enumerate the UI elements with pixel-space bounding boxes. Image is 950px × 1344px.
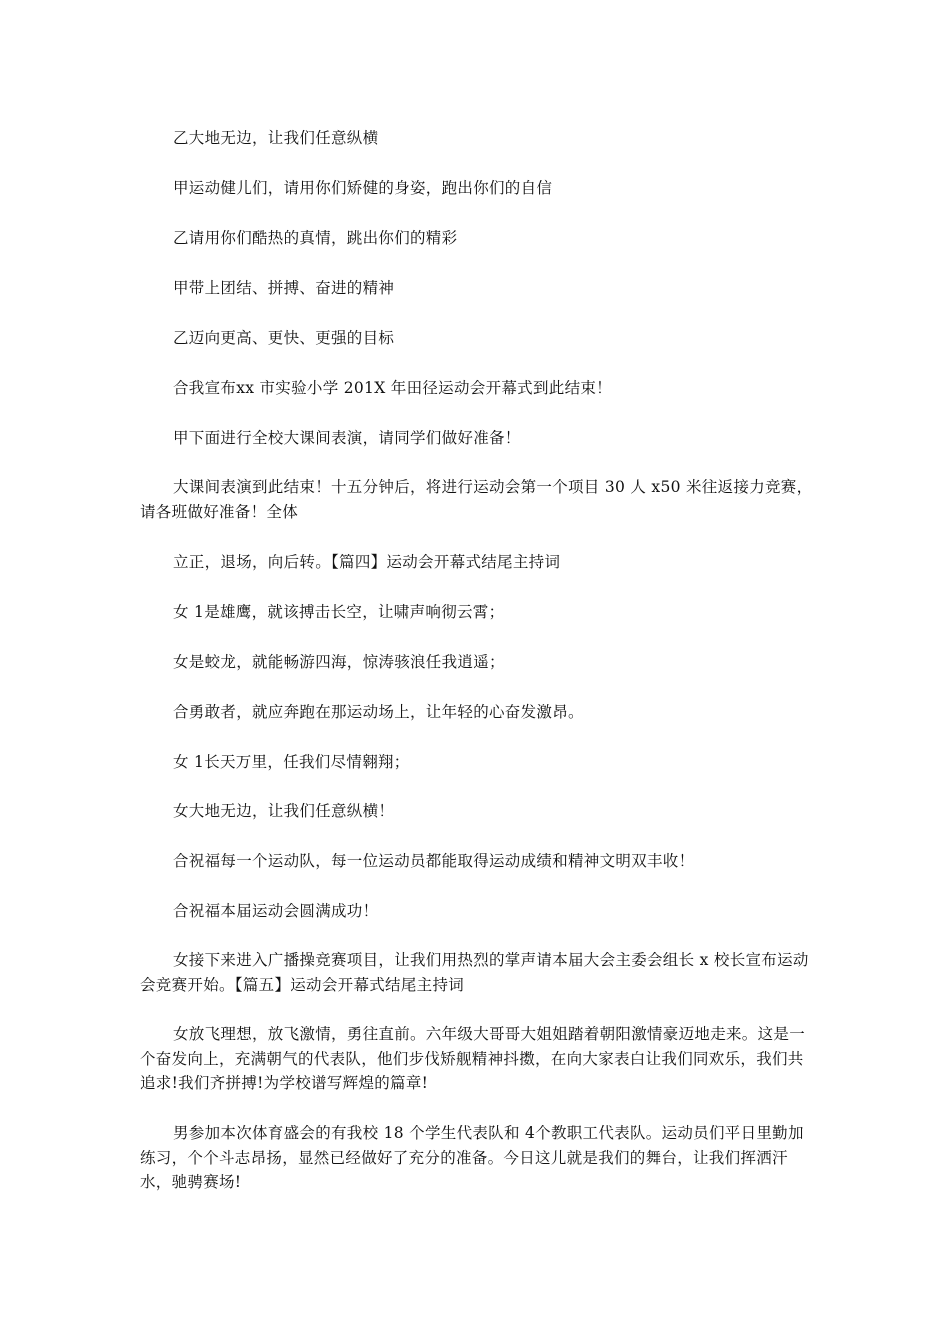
text-line: 女是蛟龙，就能畅游四海，惊涛骇浪任我逍遥；	[173, 653, 505, 671]
text-line: 乙迈向更高、更快、更强的目标	[173, 329, 395, 347]
paragraph-broadcast: 女接下来进入广播操竞赛项目，让我们用热烈的掌声请本届大会主委会组长 x 校长宣布运动会竞赛开始。【篇五】运动会开幕式结尾主持词	[140, 951, 809, 994]
paragraph-dream: 女放飞理想，放飞激情，勇往直前。六年级大哥哥大姐姐踏着朝阳激情豪迈地走来。这是一个奋发向上，充满朝气的代表队，他们步伐矫舰精神抖擞，在向大家表白让我们同欢乐，我们共追求!我们齐拼搏!为学校谱写辉煌的篇章!	[140, 1025, 806, 1092]
text-line: 乙请用你们酷热的真情，跳出你们的精彩	[173, 229, 458, 247]
text-line: 合勇敢者，就应奔跑在那运动场上，让年轻的心奋发激昂。	[173, 703, 584, 721]
paragraph-teams: 男参加本次体育盛会的有我校 18 个学生代表队和 4个教职工代表队。运动员们平日里勤加练习，个个斗志昂扬，显然已经做好了充分的准备。今日这儿就是我们的舞台，让我们挥洒汗水，驰骋赛场!	[140, 1124, 804, 1191]
paragraph-relay: 大课间表演到此结束！十五分钟后，将进行运动会第一个项目 30 人 x50 米往返接力竞赛，请各班做好准备！全体	[140, 478, 813, 521]
text-line: 合祝福每一个运动队，每一位运动员都能取得运动成绩和精神文明双丰收！	[173, 852, 695, 870]
text-line: 女 1长天万里，任我们尽情翱翔；	[173, 753, 410, 771]
text-line: 女大地无边，让我们任意纵横！	[173, 802, 395, 820]
text-line: 乙大地无边，让我们任意纵横	[173, 129, 379, 147]
text-line: 女 1是雄鹰，就该搏击长空，让啸声响彻云霄；	[173, 603, 505, 621]
text-line: 甲运动健儿们，请用你们矫健的身姿，跑出你们的自信	[173, 179, 553, 197]
text-line: 合我宣布xx 市实验小学 201X 年田径运动会开幕式到此结束！	[173, 379, 612, 397]
text-line: 甲下面进行全校大课间表演，请同学们做好准备！	[173, 429, 521, 447]
text-line: 合祝福本届运动会圆满成功！	[173, 902, 379, 920]
text-line: 甲带上团结、拼搏、奋进的精神	[173, 279, 395, 297]
text-line: 立正，退场，向后转。【篇四】运动会开幕式结尾主持词	[173, 553, 561, 571]
